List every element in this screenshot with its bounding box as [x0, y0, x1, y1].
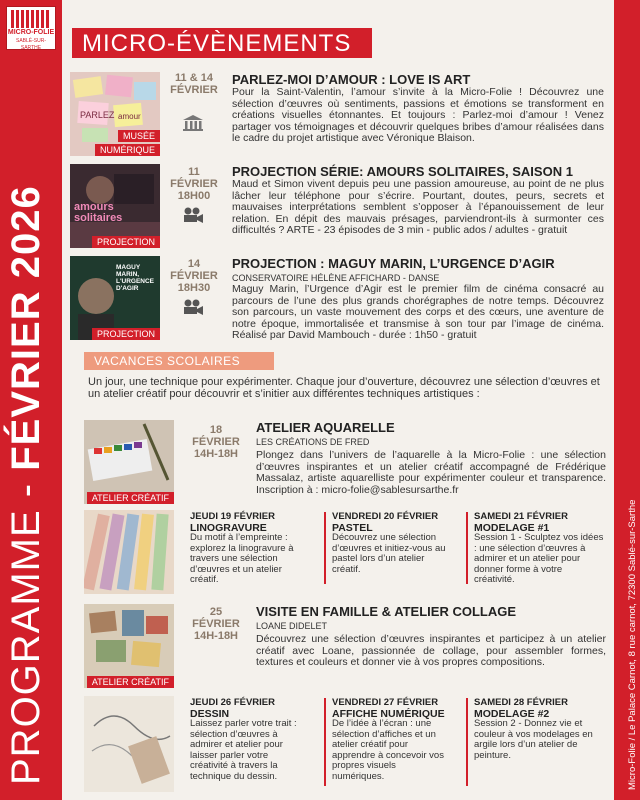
programme-month: FÉVRIER 2026 [4, 185, 48, 471]
event-love-is-art [70, 72, 610, 158]
workshop-date: 18 FÉVRIER 14H-18H [192, 424, 240, 460]
thumbnail-caption: amours solitaires [74, 201, 123, 224]
camera-icon [182, 298, 204, 316]
svg-text:amour: amour [118, 112, 141, 121]
workshop-collage [70, 604, 610, 690]
event-thumbnail [70, 256, 160, 340]
thumbnail-caption: MAGUY MARIN, L'URGENCE D'AGIR [116, 264, 155, 292]
workshop-description: Découvrez une sélection d’œuvres inspirantes et participez à un atelier créatif avec Loane, passionnée de collage, pour assembler formes, textures et couleurs et donner vie à vos propres compositions. [256, 633, 606, 669]
programme-vertical-title [4, 145, 49, 785]
week2-day2: VENDREDI 27 FÉVRIER AFFICHE NUMÉRIQUE De l’idée à l’écran : une sélection d’affiches et un atelier créatif pour apprendre à concevoir vos propres visuels numériques. [332, 697, 445, 782]
event-subtitle: CONSERVATOIRE HÉLÈNE AFFICHARD - DANSE [232, 273, 440, 283]
logo-line2: SABLÉ-SUR-SARTHE [15, 38, 46, 51]
programme-prefix: PROGRAMME - [4, 470, 48, 785]
museum-icon [182, 114, 204, 132]
workshop-title: VISITE EN FAMILLE & ATELIER COLLAGE [256, 604, 517, 619]
week1-row [70, 510, 610, 602]
event-date: 11 FÉVRIER 18H00 [170, 166, 218, 202]
event-description: Maguy Marin, l’Urgence d’Agir est le premier film de cinéma consacré au parcours de l’une des plus grands chorégraphes de notre temps. Découvrez son parcours, un vaste mouvement des corps et des cœurs, une aventure de notre époque, immortalisée et transmise à son tour par l’image de cinéma. Réalisé par David Mambouch - durée : 1h50 - gratuit [232, 283, 604, 342]
event-tag-line1: MUSÉE [118, 130, 160, 142]
workshop-tag: ATELIER CRÉATIF [87, 676, 174, 688]
workshop-thumbnail [84, 510, 174, 594]
camera-icon [182, 206, 204, 224]
event-tag: PROJECTION [92, 328, 160, 340]
workshop-title: ATELIER AQUARELLE [256, 420, 395, 435]
programme-sheet [62, 0, 614, 800]
divider [324, 512, 326, 584]
event-title: PROJECTION SÉRIE: AMOURS SOLITAIRES, SAISON 1 [232, 164, 573, 179]
divider [324, 698, 326, 786]
event-description: Maud et Simon vivent depuis peu une passion amoureuse, au point de ne plus lâcher leur téléphone pour s’écrire. Pourtant, doutes, peurs, secrets et mauvaises interprétations semblent s’opposer à l’épanouissement de leur relation. En dépit des mauvais présages, parviendront-ils à surmonter ces difficultés ? ARTE - 23 épisodes de 3 min - public ados / adultes - gratuit [232, 178, 604, 237]
divider [466, 512, 468, 584]
week1-day2: VENDREDI 20 FÉVRIER PASTEL Découvrez une sélection d’œuvres et initiez-vous au pastel lors d’un atelier créatif. [332, 511, 446, 575]
event-description: Pour la Saint-Valentin, l’amour s’invite à la Micro-Folie ! Découvrez une sélection d’œuvres où sentiments, passions et émotions se transforment en créations visuelles étonnantes. Et toujours : Parlez-moi d’amour ! Venez partager vos témoignages et découvrir quelques bribes d’amour réalisées dans le cadre du projet artistique avec Véronique Blaison. [232, 86, 604, 145]
workshop-date: 25 FÉVRIER 14H-18H [192, 606, 240, 642]
event-maguy-marin [70, 256, 610, 346]
event-tag: PROJECTION [92, 236, 160, 248]
event-amours-solitaires [70, 164, 610, 250]
event-tag-line2: NUMÉRIQUE [95, 144, 160, 156]
micro-folie-logo [6, 6, 56, 50]
section-header: MICRO-ÉVÈNEMENTS [72, 28, 372, 58]
week2-day1: JEUDI 26 FÉVRIER DESSIN Laissez parler votre trait : sélection d’œuvres à admirer et atelier pour laisser parler votre créativité à travers la technique du dessin. [190, 697, 297, 782]
workshop-aquarelle [70, 420, 610, 506]
svg-text:PARLEZ: PARLEZ [80, 110, 115, 120]
week1-day1: JEUDI 19 FÉVRIER LINOGRAVURE Du motif à l’empreinte : explorez la linogravure à travers une sélection d’œuvres et un atelier créatif. [190, 511, 294, 585]
event-date: 14 FÉVRIER 18H30 [170, 258, 218, 294]
event-title: PARLEZ-MOI D’AMOUR : LOVE IS ART [232, 72, 471, 87]
workshop-thumbnail [84, 604, 174, 688]
event-thumbnail [70, 164, 160, 248]
logo-line1: MICRO-FOLIE [7, 29, 55, 36]
week1-day3: SAMEDI 21 FÉVRIER MODELAGE #1 Session 1 - Sculptez vos idées : une sélection d’œuvres à admirer et un atelier pour donner forme à votre créativité. [474, 511, 604, 585]
event-title: PROJECTION : MAGUY MARIN, L’URGENCE D’AGIR [232, 256, 555, 271]
workshop-thumbnail [84, 696, 174, 792]
workshop-thumbnail [84, 420, 174, 504]
workshop-tag: ATELIER CRÉATIF [87, 492, 174, 504]
workshop-subtitle: LES CRÉATIONS DE FRED [256, 437, 370, 447]
workshop-description: Plongez dans l’univers de l’aquarelle à la Micro-Folie : une sélection d’œuvres inspirantes et un atelier créatif accompagné de Frédérique Massalaz, artiste aquarelliste pour expérimenter couleur et transparence. Inscription à : micro-folie@sablesursarthe.fr [256, 449, 606, 496]
vertical-address: Micro-Folie / Le Palace Carnot, 8 rue carnot, 72300 Sablé-sur-Sarthe [627, 499, 638, 790]
week2-row [70, 696, 610, 796]
event-date: 11 & 14 FÉVRIER [170, 72, 218, 96]
vacances-intro: Un jour, une technique pour expérimenter. Chaque jour d’ouverture, découvrez une sélection d’œuvres et un atelier créatif pour découvrir et s’initier aux différentes techniques artistiques : [88, 376, 600, 400]
week2-day3: SAMEDI 28 FÉVRIER MODELAGE #2 Session 2 - Donnez vie et couleur à vos modelages en argile lors d’un atelier de peinture. [474, 697, 593, 761]
divider [466, 698, 468, 786]
vacances-label: VACANCES SCOLAIRES [84, 352, 274, 370]
workshop-subtitle: LOANE DIDELET [256, 621, 328, 631]
event-thumbnail [70, 72, 160, 156]
